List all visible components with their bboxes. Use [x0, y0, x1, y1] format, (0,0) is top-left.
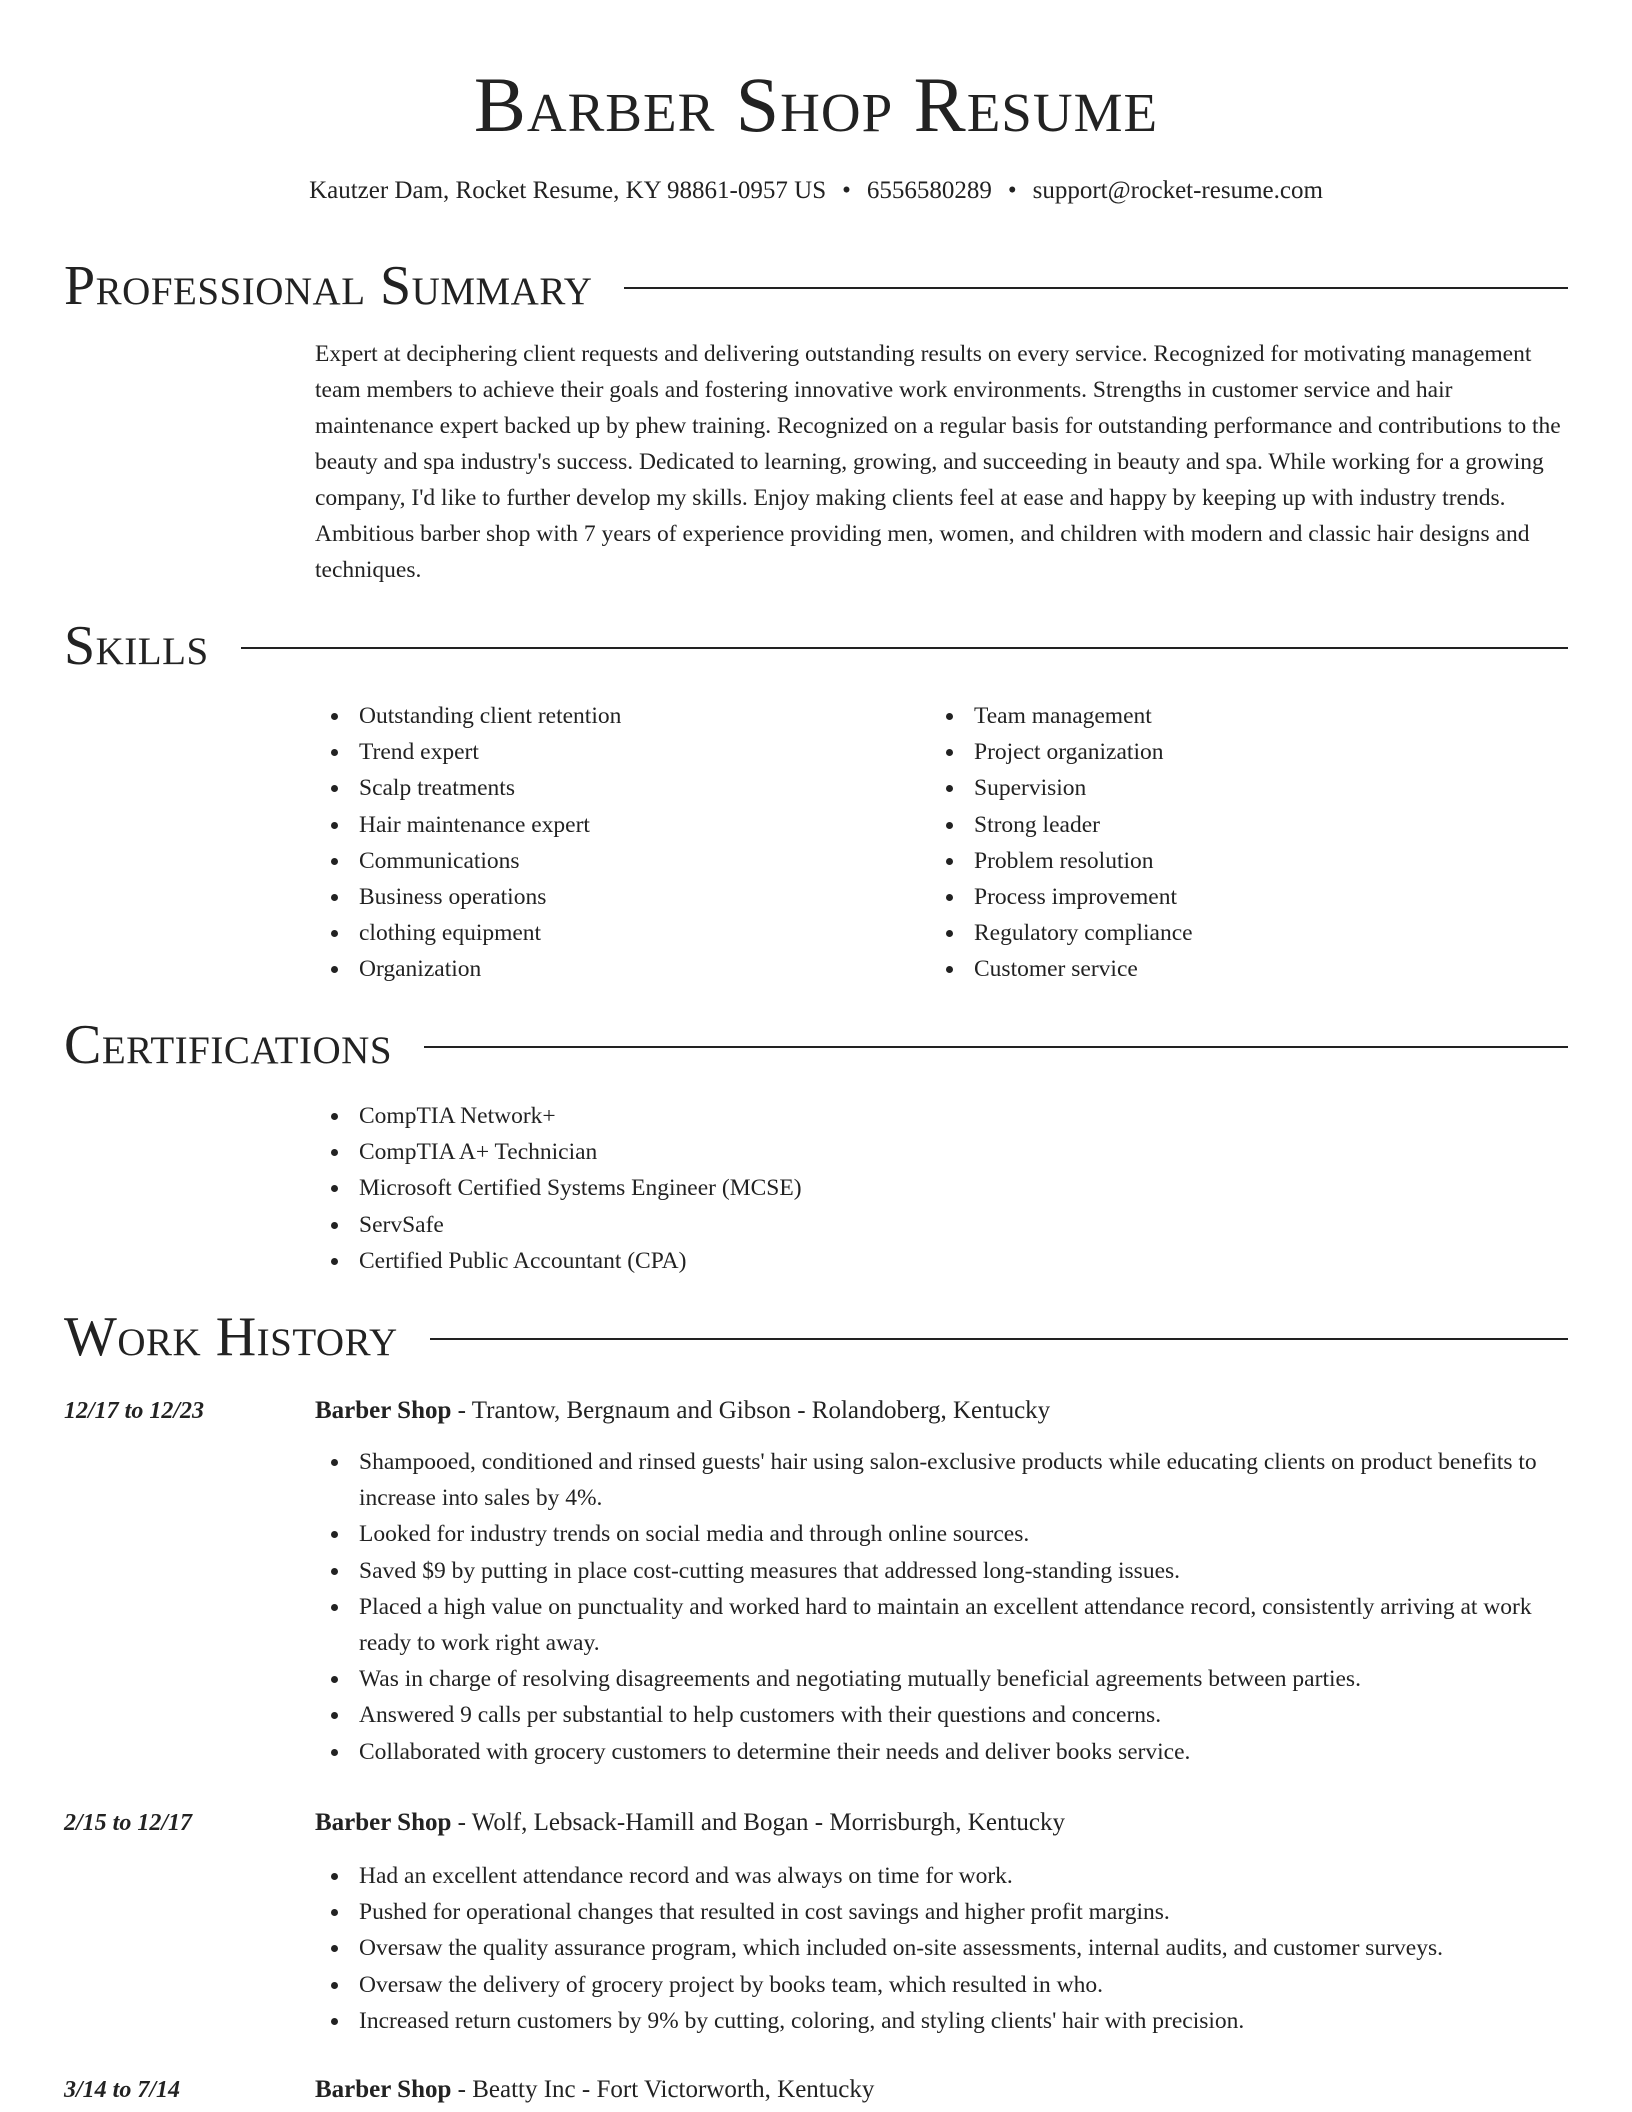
job-duty-item: Oversaw the delivery of grocery project by books team, which resulted in who. [315, 1967, 1569, 2003]
job-title [315, 2073, 1569, 2107]
job-duty-item: Saved $9 by putting in place cost-cutting measures that addressed long-standing issues. [315, 1553, 1569, 1589]
certifications-list [315, 1098, 802, 1279]
skills-column-left [315, 698, 621, 988]
job-duty-item: Answered 9 calls per substantial to help customers with their questions and concerns. [315, 1697, 1569, 1733]
certification-item: ServSafe [315, 1207, 802, 1243]
job-employer: - Wolf, Lebsack-Hamill and Bogan - Morrisburgh, Kentucky [451, 1809, 1065, 1836]
job-duty-item: Placed a high value on punctuality and worked hard to maintain an excellent attendance record, consistently arriving at work ready to work right away. [315, 1589, 1569, 1661]
job-dates: 12/17 to 12/23 [64, 1398, 205, 1424]
skill-item: clothing equipment [315, 915, 621, 951]
skill-item: Scalp treatments [315, 770, 621, 806]
skill-item: Hair maintenance expert [315, 807, 621, 843]
job-role: Barber Shop [315, 1397, 452, 1424]
certification-item: CompTIA Network+ [315, 1098, 802, 1134]
contact-separator: • [1007, 177, 1017, 204]
skill-item: Problem resolution [930, 843, 1193, 879]
job-duties-list [315, 1858, 1569, 2039]
skill-item: Strong leader [930, 807, 1193, 843]
certification-item: CompTIA A+ Technician [315, 1134, 802, 1170]
job-duty-item: Was in charge of resolving disagreements and negotiating mutually beneficial agreements between parties. [315, 1661, 1569, 1697]
contact-separator: • [842, 177, 851, 204]
contact-phone: 6556580289 [866, 177, 992, 204]
section-divider [424, 1046, 1568, 1048]
summary-heading: Professional Summary [64, 255, 593, 317]
section-divider [430, 1338, 1568, 1340]
job-role: Barber Shop [315, 2076, 452, 2103]
contact-email: support@rocket-resume.com [1032, 177, 1323, 204]
certifications-block [315, 1098, 802, 1279]
job-role: Barber Shop [315, 1809, 452, 1836]
skills-heading: Skills [64, 615, 209, 677]
skill-item: Business operations [315, 879, 621, 915]
job-dates: 2/15 to 12/17 [64, 1810, 193, 1836]
job-duties [315, 1444, 1569, 1770]
job-duties [315, 1858, 1569, 2039]
job-duty-item: Pushed for operational changes that resulted in cost savings and higher profit margins. [315, 1894, 1569, 1930]
skill-item: Outstanding client retention [315, 698, 621, 734]
job-duties-list [315, 1444, 1569, 1770]
skill-item: Organization [315, 951, 621, 987]
certifications-heading: Certifications [64, 1014, 393, 1076]
job-duty-item: Looked for industry trends on social media and through online sources. [315, 1516, 1569, 1552]
summary-section-header [64, 254, 1568, 318]
work-section-header [64, 1305, 1568, 1369]
skill-item: Customer service [930, 951, 1193, 987]
skill-item: Supervision [930, 770, 1193, 806]
job-duty-item: Collaborated with grocery customers to determine their needs and deliver books service. [315, 1734, 1569, 1770]
certifications-section-header [64, 1013, 1568, 1077]
skills-column-right [930, 698, 1193, 988]
skills-list-left [315, 698, 621, 988]
section-divider [241, 647, 1568, 649]
skill-item: Regulatory compliance [930, 915, 1193, 951]
contact-address: Kautzer Dam, Rocket Resume, KY 98861-0957 US [309, 177, 827, 204]
job-title [315, 1394, 1569, 1428]
job-duty-item: Had an excellent attendance record and was always on time for work. [315, 1858, 1569, 1894]
skill-item: Trend expert [315, 734, 621, 770]
summary-text: Expert at deciphering client requests and delivering outstanding results on every service. Recognized for motivating management team members to achieve their goals and fostering innovative work environments. Strengths in customer service and hair maintenance expert backed up by phew training. Recognized on a regular basis for outstanding performance and contributions to the beauty and spa industry's success. Dedicated to learning, growing, and succeeding in beauty and spa. While working for a growing company, I'd like to further develop my skills. Enjoy making clients feel at ease and happy by keeping up with industry trends. Ambitious barber shop with 7 years of experience providing men, women, and children with modern and classic hair designs and techniques. [315, 341, 1561, 583]
skill-item: Process improvement [930, 879, 1193, 915]
skills-section-header [64, 614, 1568, 678]
job-employer: - Trantow, Bergnaum and Gibson - Rolandoberg, Kentucky [451, 1397, 1051, 1424]
certification-item: Certified Public Accountant (CPA) [315, 1243, 802, 1279]
job-duty-item: Oversaw the quality assurance program, which included on-site assessments, internal audits, and customer surveys. [315, 1930, 1569, 1966]
job-duty-item: Increased return customers by 9% by cutting, coloring, and styling clients' hair with precision. [315, 2003, 1569, 2039]
resume-title: Barber Shop Resume [473, 61, 1159, 148]
job-duty-item: Shampooed, conditioned and rinsed guests' hair using salon-exclusive products while educating clients on product benefits to increase into sales by 4%. [315, 1444, 1569, 1516]
skills-list-right [930, 698, 1193, 988]
skill-item: Project organization [930, 734, 1193, 770]
contact-line [0, 174, 1632, 208]
skill-item: Communications [315, 843, 621, 879]
work-heading: Work History [64, 1306, 398, 1368]
section-divider [624, 287, 1568, 289]
job-employer: - Beatty Inc - Fort Victorworth, Kentucky [451, 2076, 875, 2103]
job-title [315, 1806, 1569, 1840]
job-dates: 3/14 to 7/14 [64, 2077, 181, 2103]
certification-item: Microsoft Certified Systems Engineer (MCSE) [315, 1170, 802, 1206]
skill-item: Team management [930, 698, 1193, 734]
